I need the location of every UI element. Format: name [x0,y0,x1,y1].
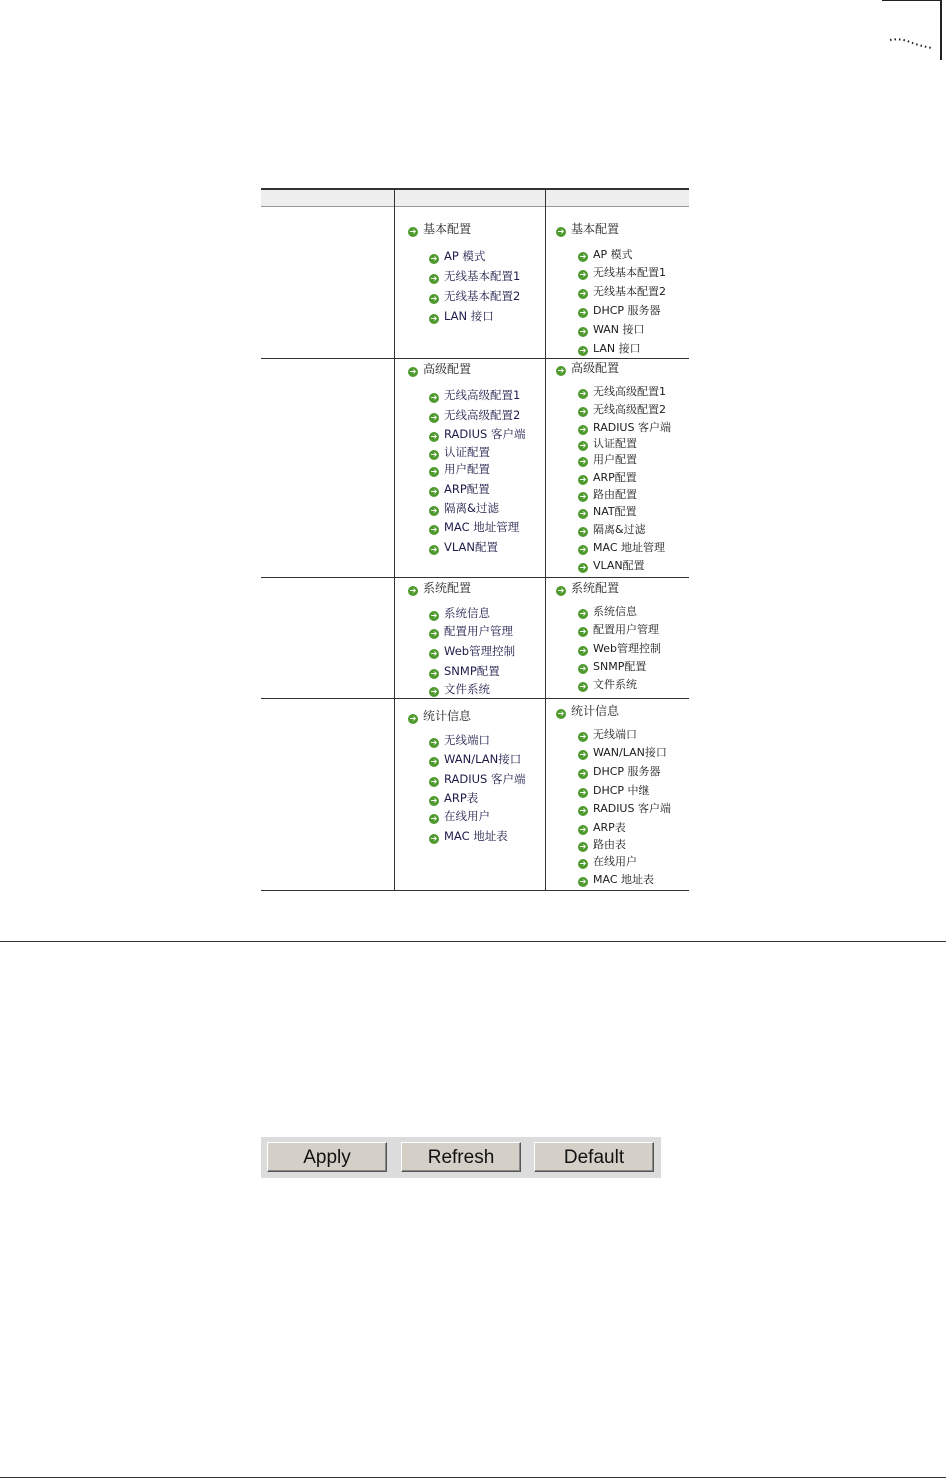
arrow-bullet-icon: ➔ [430,314,438,323]
arrow-bullet-icon: ➔ [430,796,438,805]
menu-item-label: 无线高级配置1 [444,388,521,402]
arrow-bullet-icon: ➔ [409,714,417,723]
menu-item[interactable] [578,488,637,502]
menu-item-label: 无线高级配置2 [593,403,666,416]
menu-item-snmp[interactable] [578,660,646,674]
menu-item-label: 系统信息 [593,605,637,618]
menu-item-1[interactable] [429,269,520,284]
menu-item-arp[interactable] [429,482,490,497]
menu-item[interactable] [578,838,626,852]
menu-item-web[interactable] [429,644,515,659]
menu-item-vlan[interactable] [578,559,645,573]
arrow-bullet-icon: ➔ [579,859,587,868]
arrow-bullet-icon: ➔ [579,750,587,759]
menu-section-label: 统计信息 [423,709,472,723]
default-button[interactable]: Default [534,1142,654,1172]
column-divider [394,188,395,891]
menu-item-1[interactable] [429,388,520,403]
menu-item-wan-lan[interactable] [578,746,667,760]
arrow-bullet-icon: ➔ [579,545,587,554]
menu-item-snmp[interactable] [429,664,500,679]
arrow-bullet-icon: ➔ [579,252,587,261]
menu-item-label: DHCP 中继 [593,784,650,797]
menu-section-title[interactable] [556,361,619,376]
button-bar [261,1137,661,1178]
arrow-bullet-icon: ➔ [579,769,587,778]
menu-item-label: 无线基本配置1 [444,269,521,283]
menu-item-label: WAN 接口 [593,323,645,336]
menu-section-label: 高级配置 [423,362,472,376]
menu-item-label: 认证配置 [444,445,490,459]
menu-item-label: ARP表 [593,821,626,834]
menu-item-web[interactable] [578,642,661,656]
menu-item[interactable] [578,437,637,451]
arrow-bullet-icon: ➔ [409,586,417,595]
menu-section-label: 系统配置 [423,581,472,595]
menu-item[interactable] [429,462,490,477]
menu-item-vlan[interactable] [429,540,498,555]
menu-item-label: 无线基本配置2 [444,289,521,303]
menu-section-label: 基本配置 [423,222,472,236]
arrow-bullet-icon: ➔ [409,227,417,236]
arrow-bullet-icon: ➔ [430,814,438,823]
menu-item-radius[interactable] [578,802,671,816]
arrow-bullet-icon: ➔ [430,525,438,534]
arrow-bullet-icon: ➔ [579,664,587,673]
arrow-bullet-icon: ➔ [430,393,438,402]
menu-item-ap[interactable] [429,249,485,264]
menu-item-lan[interactable] [578,342,641,356]
menu-item[interactable] [429,606,490,621]
menu-item-label: AP 模式 [444,249,486,263]
menu-item-label: VLAN配置 [444,540,499,554]
arrow-bullet-icon: ➔ [579,492,587,501]
page-corner-top-rule [882,0,942,1]
arrow-bullet-icon: ➔ [430,611,438,620]
arrow-bullet-icon: ➔ [579,842,587,851]
menu-item-label: 隔离&过滤 [593,523,646,536]
arrow-bullet-icon: ➔ [409,367,417,376]
arrow-bullet-icon: ➔ [557,227,565,236]
menu-item-label: 文件系统 [593,678,637,691]
arrow-bullet-icon: ➔ [579,425,587,434]
row-divider [261,577,689,578]
menu-item-label: 配置用户管理 [444,624,513,638]
menu-item-label: 无线端口 [593,728,637,741]
menu-item-label: 路由表 [593,838,626,851]
menu-item[interactable] [578,728,637,742]
arrow-bullet-icon: ➔ [579,457,587,466]
menu-item-label: 用户配置 [444,462,490,476]
menu-item-dhcp[interactable] [578,784,650,798]
arrow-bullet-icon: ➔ [579,825,587,834]
arrow-bullet-icon: ➔ [579,407,587,416]
menu-section-title[interactable] [408,581,471,596]
row-divider [261,698,689,699]
arrow-bullet-icon: ➔ [430,274,438,283]
menu-item-label: 隔离&过滤 [444,501,499,515]
menu-item-label: MAC 地址表 [444,829,508,843]
menu-item-label: ARP配置 [593,471,637,484]
menu-item-label: RADIUS 客户端 [593,421,671,434]
menu-item[interactable] [429,682,490,697]
menu-item-label: 系统信息 [444,606,490,620]
menu-item-arp[interactable] [578,471,637,485]
menu-item-mac[interactable] [578,873,654,887]
menu-item-radius[interactable] [429,772,526,787]
menu-item-mac[interactable] [578,541,665,555]
arrow-bullet-icon: ➔ [579,877,587,886]
menu-item-mac[interactable] [429,520,519,535]
menu-item[interactable] [578,623,659,637]
menu-section-title[interactable] [556,581,619,596]
menu-item-label: WAN/LAN接口 [444,752,522,766]
menu-item-radius[interactable] [429,427,526,442]
menu-item-label: 在线用户 [444,809,490,823]
menu-item[interactable] [429,733,490,748]
arrow-bullet-icon: ➔ [430,738,438,747]
menu-item-label: SNMP配置 [444,664,500,678]
menu-item-label: Web管理控制 [444,644,516,658]
arrow-bullet-icon: ➔ [579,563,587,572]
menu-item[interactable] [429,445,490,460]
arrow-bullet-icon: ➔ [579,788,587,797]
menu-item-label: 配置用户管理 [593,623,659,636]
page-bottom-rule [0,1477,946,1478]
menu-item-label: 无线基本配置2 [593,285,666,298]
arrow-bullet-icon: ➔ [430,294,438,303]
menu-item-label: DHCP 服务器 [593,765,661,778]
menu-item-2[interactable] [578,285,666,299]
arrow-bullet-icon: ➔ [430,450,438,459]
menu-section-label: 统计信息 [571,704,620,718]
arrow-bullet-icon: ➔ [579,289,587,298]
menu-comparison-table [261,188,689,891]
arrow-bullet-icon: ➔ [579,509,587,518]
menu-item-label: 无线高级配置1 [593,385,666,398]
menu-item-2[interactable] [578,403,666,417]
menu-item-label: 无线高级配置2 [444,408,521,422]
menu-item-label: RADIUS 客户端 [444,427,526,441]
menu-item-label: VLAN配置 [593,559,645,572]
menu-item[interactable] [578,678,637,692]
menu-section-label: 基本配置 [571,222,620,236]
menu-item[interactable] [429,624,513,639]
menu-section-title[interactable] [408,362,471,377]
menu-item[interactable] [578,605,637,619]
arrow-bullet-icon: ➔ [579,627,587,636]
menu-item-label: DHCP 服务器 [593,304,661,317]
arrow-bullet-icon: ➔ [579,270,587,279]
menu-item-label: Web管理控制 [593,642,661,655]
menu-item-label: 认证配置 [593,437,637,450]
table-bottom-rule [261,890,689,891]
arrow-bullet-icon: ➔ [430,254,438,263]
menu-item[interactable] [578,855,637,869]
arrow-bullet-icon: ➔ [430,777,438,786]
menu-item-label: MAC 地址表 [593,873,654,886]
menu-item[interactable] [578,453,637,467]
menu-item-label: RADIUS 客户端 [444,772,526,786]
menu-item-label: 无线端口 [444,733,490,747]
menu-item-wan-lan[interactable] [429,752,521,767]
menu-item-label: ARP配置 [444,482,490,496]
arrow-bullet-icon: ➔ [430,545,438,554]
menu-item-label: ARP表 [444,791,479,805]
menu-item-2[interactable] [429,289,520,304]
menu-item-wan[interactable] [578,323,645,337]
arrow-bullet-icon: ➔ [579,806,587,815]
menu-item-ap[interactable] [578,248,633,262]
menu-item-lan[interactable] [429,309,494,324]
menu-item-label: 在线用户 [593,855,637,868]
menu-item-1[interactable] [578,385,666,399]
arrow-bullet-icon: ➔ [579,682,587,691]
arrow-bullet-icon: ➔ [430,467,438,476]
menu-item-arp[interactable] [578,821,626,835]
arrow-bullet-icon: ➔ [579,327,587,336]
arrow-bullet-icon: ➔ [579,475,587,484]
menu-section-title[interactable] [556,704,619,719]
arrow-bullet-icon: ➔ [557,586,565,595]
menu-item-2[interactable] [429,408,520,423]
menu-item-label: 路由配置 [593,488,637,501]
menu-item-label: RADIUS 客户端 [593,802,671,815]
menu-item-label: WAN/LAN接口 [593,746,667,759]
arrow-bullet-icon: ➔ [579,389,587,398]
arrow-bullet-icon: ➔ [430,834,438,843]
arrow-bullet-icon: ➔ [579,346,587,355]
refresh-button[interactable]: Refresh [401,1142,521,1172]
menu-item[interactable] [429,501,499,516]
row-divider [261,358,689,359]
menu-item-label: MAC 地址管理 [444,520,520,534]
menu-section-title[interactable] [556,222,619,237]
arrow-bullet-icon: ➔ [579,308,587,317]
arrow-bullet-icon: ➔ [579,609,587,618]
arrow-bullet-icon: ➔ [430,669,438,678]
menu-section-title[interactable] [408,222,471,237]
arrow-bullet-icon: ➔ [557,366,565,375]
arrow-bullet-icon: ➔ [579,732,587,741]
menu-item-radius[interactable] [578,421,671,435]
section-separator [0,941,946,942]
menu-item-arp[interactable] [429,791,478,806]
arrow-bullet-icon: ➔ [430,413,438,422]
menu-item-label: LAN 接口 [444,309,494,323]
menu-item[interactable] [429,809,490,824]
arrow-bullet-icon: ➔ [430,629,438,638]
table-header-row [261,190,689,207]
menu-item-label: LAN 接口 [593,342,641,355]
arrow-bullet-icon: ➔ [430,687,438,696]
arrow-bullet-icon: ➔ [430,432,438,441]
menu-item-label: AP 模式 [593,248,633,261]
menu-item-label: MAC 地址管理 [593,541,665,554]
menu-item-label: 文件系统 [444,682,490,696]
apply-button[interactable]: Apply [267,1142,387,1172]
arrow-bullet-icon: ➔ [557,709,565,718]
menu-item-label: 用户配置 [593,453,637,466]
menu-item-label: 无线基本配置1 [593,266,666,279]
menu-item-label: SNMP配置 [593,660,647,673]
menu-item-dhcp[interactable] [578,304,661,318]
arrow-bullet-icon: ➔ [579,527,587,536]
arrow-bullet-icon: ➔ [579,646,587,655]
menu-item-dhcp[interactable] [578,765,661,779]
menu-item-nat[interactable] [578,505,637,519]
menu-section-title[interactable] [408,709,471,724]
column-divider [545,188,546,891]
menu-item-1[interactable] [578,266,666,280]
menu-section-label: 高级配置 [571,361,620,375]
page-corner-mark [940,0,942,60]
menu-item-mac[interactable] [429,829,508,844]
arrow-bullet-icon: ➔ [430,757,438,766]
arrow-bullet-icon: ➔ [430,487,438,496]
page-corner-dots [888,36,940,50]
menu-item[interactable] [578,523,646,537]
arrow-bullet-icon: ➔ [430,506,438,515]
arrow-bullet-icon: ➔ [579,441,587,450]
menu-item-label: NAT配置 [593,505,637,518]
arrow-bullet-icon: ➔ [430,649,438,658]
menu-section-label: 系统配置 [571,581,620,595]
